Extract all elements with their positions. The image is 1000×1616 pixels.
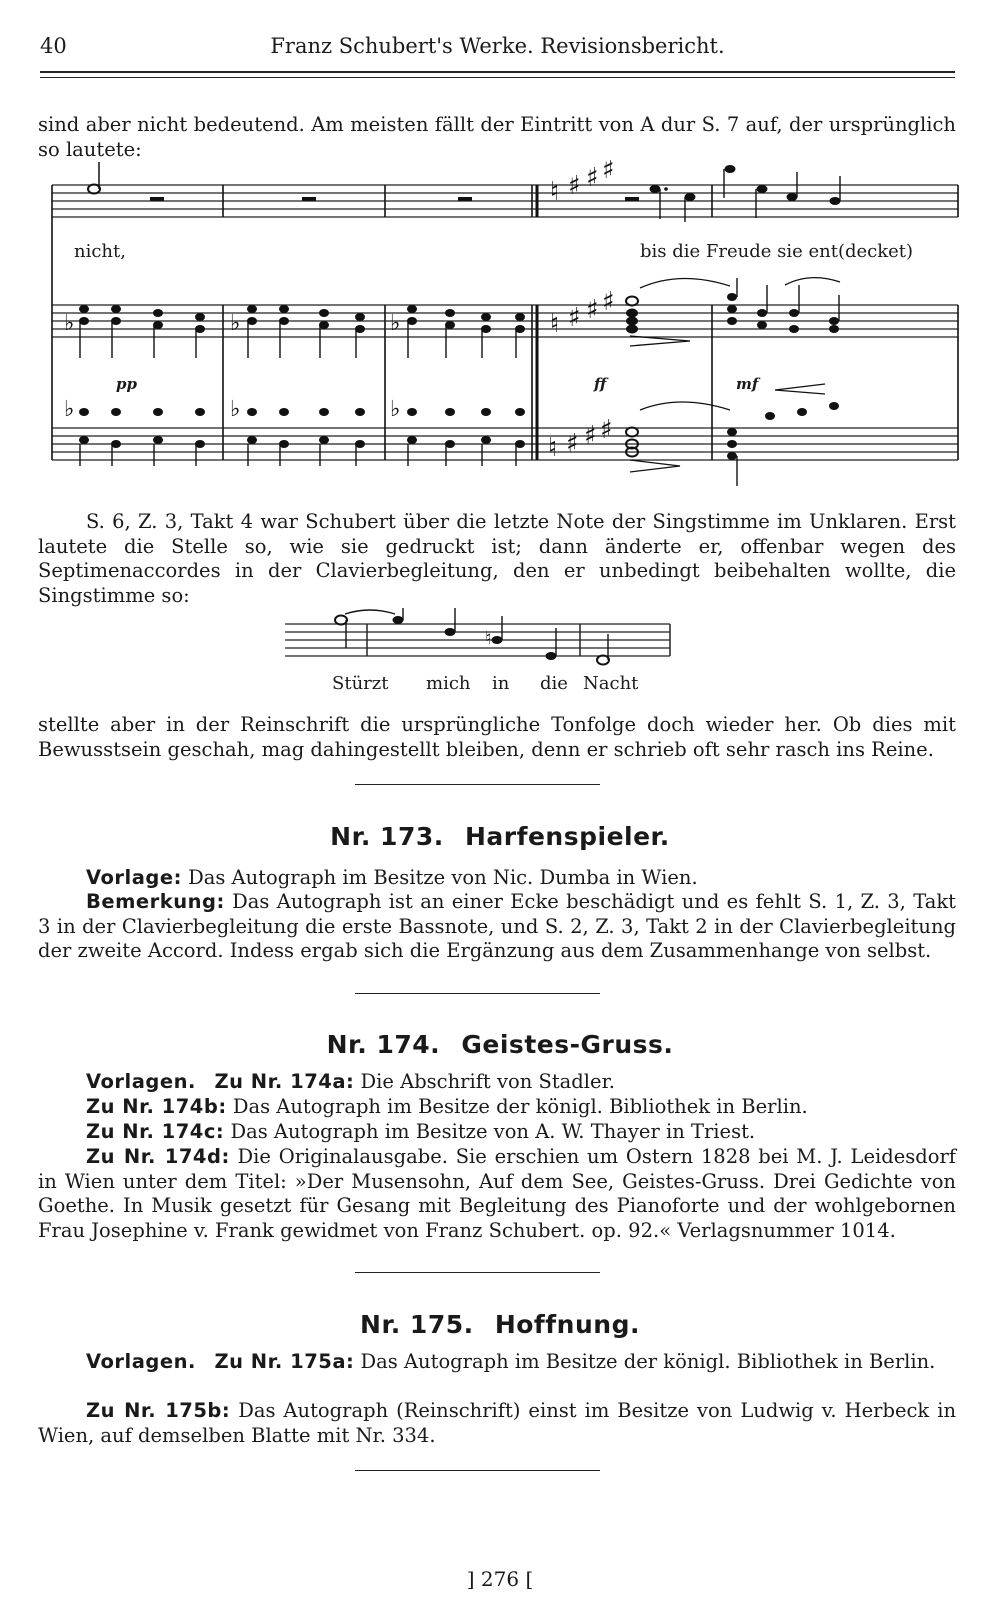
zu-nr-174a-label: Zu Nr. 174a: [214, 1070, 355, 1093]
section-separator [355, 784, 600, 785]
svg-text:♮: ♮ [550, 177, 560, 207]
voice-notes [88, 162, 841, 205]
heading-nr-175 [0, 1310, 1000, 1339]
section-separator [355, 1272, 600, 1273]
section-separator [355, 993, 600, 994]
zu-nr-174b-label: Zu Nr. 174b: [86, 1095, 227, 1118]
section-separator [355, 1470, 600, 1471]
svg-text:♮: ♮ [485, 628, 492, 649]
heading-name: Harfenspieler. [464, 822, 670, 851]
zu-nr-175b-label: Zu Nr. 175b: [86, 1399, 231, 1422]
lyric-word-5: Nacht [583, 673, 639, 694]
lyric-word-2: mich [426, 673, 471, 694]
piano-bass-notes [79, 402, 839, 460]
svg-text:♭: ♭ [390, 397, 401, 422]
running-title: Franz Schubert's Werke. Revisionsbericht. [270, 34, 725, 58]
nr174-c [38, 1120, 956, 1145]
svg-text:♯: ♯ [566, 429, 579, 459]
svg-text:♯: ♯ [586, 295, 599, 325]
heading-name: Hoffnung. [494, 1310, 640, 1339]
zu-nr-174d-text: Die Originalausgabe. Sie erschien um Ostern 1828 bei M. J. Leidesdorf in Wien unter dem Titel: »Der Musensohn, Auf dem See, Geistes-Gruss. Drei Gedichte von Goethe. In Musik gesetzt für Gesang mit Begleitung des Pianoforte und der wohlgebornen Frau Josephine v. Frank gewidmet von Franz Schubert. op. 92.« Verlagsnummer 1014. [38, 1145, 957, 1242]
svg-text:♯: ♯ [586, 163, 599, 193]
nr175-b [38, 1399, 956, 1448]
lyric-right: bis die Freude sie ent(decket) [640, 241, 914, 262]
intro-paragraph: sind aber nicht bedeutend. Am meisten fällt der Eintritt von A dur S. 7 auf, der ursprünglich so lautete: [38, 113, 956, 161]
paragraph-reinschrift: stellte aber in der Reinschrift die ursprüngliche Tonfolge doch wieder her. Ob dies mit Bewusstsein geschah, mag dahingestellt bleiben, denn er schrieb oft sehr rasch ins Reine. [38, 713, 956, 761]
nr174-d [38, 1145, 956, 1243]
vorlagen-label: Vorlagen. [86, 1350, 196, 1373]
svg-text:♭: ♭ [64, 311, 75, 336]
vorlage-text: Das Autograph im Besitze von Nic. Dumba in Wien. [188, 866, 698, 889]
lyric-word-3: in [492, 673, 510, 694]
key-signature-sharps [548, 160, 615, 463]
heading-nr: Nr. 174. [326, 1030, 441, 1059]
zu-nr-174a-text: Die Abschrift von Stadler. [360, 1070, 615, 1093]
heading-nr: Nr. 173. [330, 822, 444, 851]
svg-text:♯: ♯ [600, 415, 613, 445]
nr173-bemerkung [38, 890, 956, 964]
nr175-vorlagen-a [38, 1350, 956, 1375]
flat-accidentals [64, 311, 400, 422]
paragraph-takt-4: S. 6, Z. 3, Takt 4 war Schubert über die letzte Note der Singstimme im Unklaren. Erst lautete die Stelle so, wie sie gedruckt ist; dann änderte er, offenbar wegen des Septimenaccordes in der Clavierbegleitung, den er unbedingt beibehalten wollte, die Singstimme so: [38, 510, 956, 607]
dynamic-pp: pp [116, 375, 137, 393]
zu-nr-175b-text: Das Autograph (Reinschrift) einst im Besitze von Ludwig v. Herbeck in Wien, auf demselben Blatte mit Nr. 334. [38, 1399, 957, 1447]
zu-nr-174c-text: Das Autograph im Besitze von A. W. Thayer in Triest. [230, 1120, 756, 1143]
lyric-word-1: Stürzt [332, 673, 389, 694]
bemerkung-text: Das Autograph ist an einer Ecke beschädigt und es fehlt S. 1, Z. 3, Takt 3 in der Clavierbegleitung die erste Bassnote, und S. 2, Z. 3, Takt 2 in der Clavierbegleitung der zweite Accord. Indess ergab sich die Ergänzung aus dem Zusammenhange von selbst. [38, 890, 956, 962]
barlines [52, 185, 958, 460]
bemerkung-label: Bemerkung: [86, 890, 225, 913]
lyric-left: nicht, [74, 241, 126, 262]
vorlagen-label: Vorlagen. [86, 1070, 196, 1093]
zu-nr-175a-label: Zu Nr. 175a: [214, 1350, 355, 1373]
svg-text:♭: ♭ [230, 397, 241, 422]
zu-nr-174b-text: Das Autograph im Besitze der königl. Bibliothek in Berlin. [232, 1095, 808, 1118]
svg-text:♯: ♯ [602, 160, 615, 185]
nr173-vorlage [38, 866, 956, 891]
zu-nr-174c-label: Zu Nr. 174c: [86, 1120, 225, 1143]
svg-text:♮: ♮ [548, 433, 558, 463]
zu-nr-175a-text: Das Autograph im Besitze der königl. Bibliothek in Berlin. [360, 1350, 936, 1373]
svg-text:♯: ♯ [568, 171, 581, 201]
nr174-vorlagen-a [38, 1070, 956, 1095]
svg-text:♯: ♯ [602, 287, 615, 317]
music-example-voice [285, 608, 675, 672]
dynamic-ff: ff [594, 375, 607, 393]
svg-text:♭: ♭ [64, 397, 75, 422]
svg-text:♭: ♭ [230, 311, 241, 336]
vorlage-label: Vorlage: [86, 866, 182, 889]
nr174-b [38, 1095, 956, 1120]
heading-nr-174 [0, 1030, 1000, 1059]
voice-staff [52, 185, 958, 217]
svg-text:♭: ♭ [390, 311, 401, 336]
header-rule [40, 71, 955, 78]
piano-stems-treble [80, 278, 839, 358]
heading-nr-173 [0, 822, 1000, 851]
page-footer-number: ] 276 [ [466, 1567, 534, 1591]
svg-text:♮: ♮ [550, 309, 560, 339]
page-number: 40 [40, 34, 67, 58]
lyric-word-4: die [540, 673, 568, 694]
heading-name: Geistes-Gruss. [461, 1030, 674, 1059]
page-header [40, 34, 955, 60]
svg-text:♯: ♯ [584, 421, 597, 451]
dynamic-mf: mf [736, 375, 759, 393]
piano-bass-staff [52, 428, 958, 460]
music-example-score [40, 160, 960, 490]
piano-treble-staff [52, 305, 958, 337]
zu-nr-174d-label: Zu Nr. 174d: [86, 1145, 230, 1168]
heading-nr: Nr. 175. [360, 1310, 474, 1339]
svg-text:♯: ♯ [568, 303, 581, 333]
